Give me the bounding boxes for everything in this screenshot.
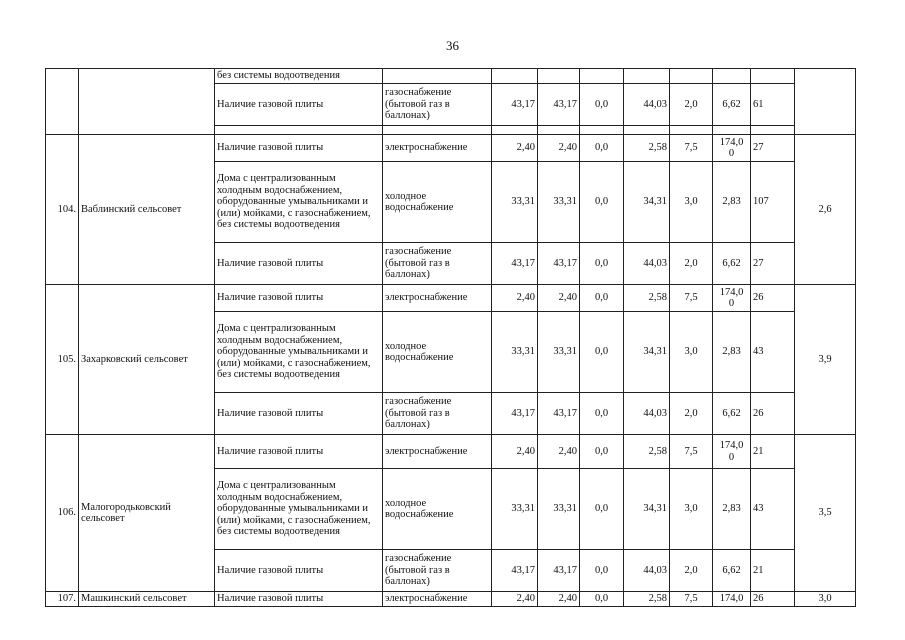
table-cell: 0,0 xyxy=(580,469,624,550)
table-cell: 0,0 xyxy=(580,285,624,312)
table-cell xyxy=(751,126,795,135)
table-cell: газоснабжение (бытовой газ в баллонах) xyxy=(383,84,492,126)
table-cell: 44,03 xyxy=(624,393,670,435)
table-cell xyxy=(580,69,624,84)
table-row xyxy=(46,285,856,312)
table-cell: холодное водоснабжение xyxy=(383,469,492,550)
table-cell: 44,03 xyxy=(624,550,670,592)
table-cell: 6,62 xyxy=(713,393,751,435)
table-row xyxy=(46,69,856,84)
table-cell: 2,58 xyxy=(624,435,670,469)
table-cell: 2,58 xyxy=(624,135,670,162)
table-cell: 2,40 xyxy=(492,135,538,162)
table-cell: 0,0 xyxy=(580,135,624,162)
table-cell: Наличие газовой плиты xyxy=(215,435,383,469)
table-cell: Малогородьковский сельсовет xyxy=(79,435,215,592)
table-cell: холодное водоснабжение xyxy=(383,162,492,243)
table-cell xyxy=(624,69,670,84)
table-cell: 104. xyxy=(46,135,79,285)
table-cell: 33,31 xyxy=(538,162,580,243)
table-cell xyxy=(538,126,580,135)
table-cell: электроснабжение xyxy=(383,592,492,607)
table-cell: 2,0 xyxy=(670,84,713,126)
table-cell: 2,83 xyxy=(713,162,751,243)
table-cell: 7,5 xyxy=(670,135,713,162)
table-cell: 106. xyxy=(46,435,79,592)
table-cell: 43,17 xyxy=(492,393,538,435)
table-cell: 0,0 xyxy=(580,162,624,243)
table-cell: Машкинский сельсовет xyxy=(79,592,215,607)
table-cell: 2,0 xyxy=(670,393,713,435)
table-cell: электроснабжение xyxy=(383,135,492,162)
table-cell xyxy=(383,126,492,135)
table-cell: 2,0 xyxy=(670,243,713,285)
table-cell xyxy=(492,126,538,135)
table-cell: газоснабжение (бытовой газ в баллонах) xyxy=(383,243,492,285)
table-cell: 2,83 xyxy=(713,469,751,550)
table-cell: 6,62 xyxy=(713,243,751,285)
table-cell: 6,62 xyxy=(713,84,751,126)
table-cell: электроснабжение xyxy=(383,285,492,312)
table-cell: 7,5 xyxy=(670,285,713,312)
table-cell: Захарковский сельсовет xyxy=(79,285,215,435)
table-cell: 26 xyxy=(751,592,795,607)
table-cell: 3,5 xyxy=(795,435,856,592)
table-cell: 43,17 xyxy=(492,84,538,126)
tariff-table xyxy=(45,68,856,607)
table-cell: 3,0 xyxy=(670,162,713,243)
table-cell: Наличие газовой плиты xyxy=(215,285,383,312)
table-row xyxy=(46,435,856,469)
table-cell: холодное водоснабжение xyxy=(383,312,492,393)
table-cell xyxy=(670,126,713,135)
table-row xyxy=(46,592,856,607)
table-cell: 2,58 xyxy=(624,592,670,607)
table-cell: 44,03 xyxy=(624,84,670,126)
table-cell: Дома с централизованным холодным водоснабжением, оборудованные умывальниками и (или) мойками, с газоснабжением, без системы водоотведения xyxy=(215,312,383,393)
table-cell: 43 xyxy=(751,312,795,393)
table-cell: Наличие газовой плиты xyxy=(215,84,383,126)
table-cell xyxy=(580,126,624,135)
table-cell: Наличие газовой плиты xyxy=(215,550,383,592)
table-cell: 34,31 xyxy=(624,469,670,550)
table-cell: 2,40 xyxy=(538,285,580,312)
table-cell: 26 xyxy=(751,393,795,435)
table-cell xyxy=(46,69,79,135)
table-cell: 43,17 xyxy=(538,84,580,126)
table-cell: 0,0 xyxy=(580,312,624,393)
table-cell: Наличие газовой плиты xyxy=(215,393,383,435)
table-cell: 2,0 xyxy=(670,550,713,592)
table-cell: 61 xyxy=(751,84,795,126)
table-cell xyxy=(713,126,751,135)
table-cell: 0,0 xyxy=(580,592,624,607)
table-cell: 27 xyxy=(751,243,795,285)
table-cell: 33,31 xyxy=(492,162,538,243)
table-cell: 3,9 xyxy=(795,285,856,435)
table-cell: газоснабжение (бытовой газ в баллонах) xyxy=(383,550,492,592)
table-cell: 105. xyxy=(46,285,79,435)
table-cell: 21 xyxy=(751,550,795,592)
table-cell: 0,0 xyxy=(580,243,624,285)
table-cell: 43,17 xyxy=(492,243,538,285)
table-cell: электроснабжение xyxy=(383,435,492,469)
table-cell xyxy=(538,69,580,84)
table-cell: 33,31 xyxy=(492,469,538,550)
table-cell: 2,40 xyxy=(538,592,580,607)
table-cell: 2,58 xyxy=(624,285,670,312)
table-cell: 174,0 0 xyxy=(713,435,751,469)
table-cell: 107. xyxy=(46,592,79,607)
table-cell: 43 xyxy=(751,469,795,550)
page-number: 36 xyxy=(446,38,459,53)
table-cell: 3,0 xyxy=(795,592,856,607)
table-cell: 44,03 xyxy=(624,243,670,285)
table-cell: 6,62 xyxy=(713,550,751,592)
table-cell: 3,0 xyxy=(670,469,713,550)
table-cell: Наличие газовой плиты xyxy=(215,592,383,607)
table-cell: 2,40 xyxy=(538,435,580,469)
table-cell: 26 xyxy=(751,285,795,312)
table-cell: 2,40 xyxy=(492,592,538,607)
table-cell xyxy=(79,69,215,135)
table-cell: Наличие газовой плиты xyxy=(215,135,383,162)
table-cell: 2,6 xyxy=(795,135,856,285)
table-cell: 21 xyxy=(751,435,795,469)
table-cell: 7,5 xyxy=(670,592,713,607)
table-cell xyxy=(795,69,856,135)
table-cell: 2,40 xyxy=(538,135,580,162)
table-cell: Дома с централизованным холодным водоснабжением, оборудованные умывальниками и (или) мойками, с газоснабжением, без системы водоотведения xyxy=(215,469,383,550)
table-cell: 174,0 xyxy=(713,592,751,607)
table-row xyxy=(46,135,856,162)
table-cell: 0,0 xyxy=(580,84,624,126)
table-cell: 34,31 xyxy=(624,162,670,243)
table-cell: 3,0 xyxy=(670,312,713,393)
table-cell: Дома с централизованным холодным водоснабжением, оборудованные умывальниками и (или) мойками, с газоснабжением, без системы водоотведения xyxy=(215,162,383,243)
table-cell: 43,17 xyxy=(492,550,538,592)
table-cell: без системы водоотведения xyxy=(215,69,383,84)
table-cell: Наличие газовой плиты xyxy=(215,243,383,285)
table-cell: 0,0 xyxy=(580,550,624,592)
table-cell: Ваблинский сельсовет xyxy=(79,135,215,285)
table-cell: 33,31 xyxy=(492,312,538,393)
table-cell xyxy=(751,69,795,84)
table-cell: 43,17 xyxy=(538,243,580,285)
table-cell xyxy=(383,69,492,84)
table-cell: 33,31 xyxy=(538,312,580,393)
table-cell xyxy=(713,69,751,84)
table-cell: 43,17 xyxy=(538,550,580,592)
table-cell: газоснабжение (бытовой газ в баллонах) xyxy=(383,393,492,435)
table-cell: 174,0 0 xyxy=(713,135,751,162)
table-cell xyxy=(215,126,383,135)
table-cell xyxy=(624,126,670,135)
table-cell: 34,31 xyxy=(624,312,670,393)
table-cell: 107 xyxy=(751,162,795,243)
table-cell: 0,0 xyxy=(580,393,624,435)
table-cell: 7,5 xyxy=(670,435,713,469)
table-cell: 174,0 0 xyxy=(713,285,751,312)
table-cell xyxy=(492,69,538,84)
table-cell: 33,31 xyxy=(538,469,580,550)
table-cell: 27 xyxy=(751,135,795,162)
table-cell: 0,0 xyxy=(580,435,624,469)
table-cell: 43,17 xyxy=(538,393,580,435)
table-cell: 2,40 xyxy=(492,435,538,469)
table-cell xyxy=(670,69,713,84)
table-cell: 2,83 xyxy=(713,312,751,393)
table-cell: 2,40 xyxy=(492,285,538,312)
table-body xyxy=(46,69,856,607)
